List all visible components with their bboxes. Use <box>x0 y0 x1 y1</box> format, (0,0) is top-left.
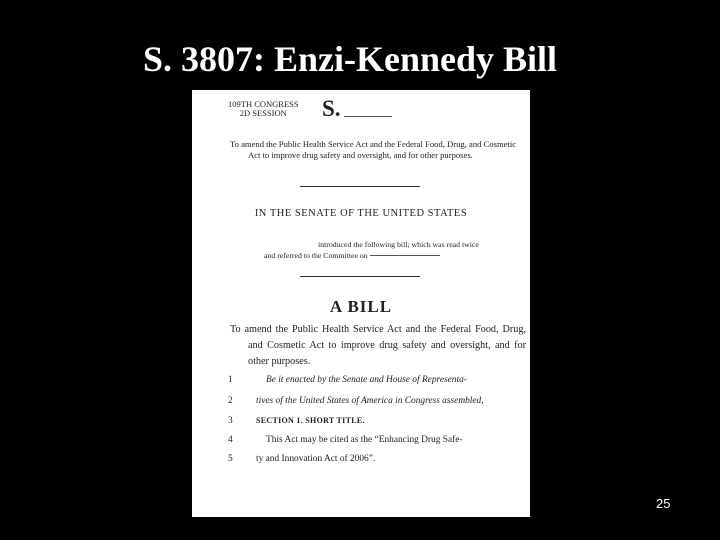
document-type: A BILL <box>329 297 393 316</box>
senate-heading: IN THE SENATE OF THE UNITED STATES <box>254 208 468 219</box>
divider <box>300 276 420 277</box>
line-text: tives of the United States of America in Congress assembled, <box>256 396 484 406</box>
bill-line <box>228 453 510 467</box>
bill-number-blank <box>344 116 392 117</box>
short-purpose: To amend the Public Health Service Act and the Federal Food, Drug, and Cosmetic Act to improve drug safety and oversight, and for other purposes. <box>230 139 517 160</box>
line-number: 4 <box>228 435 233 445</box>
long-purpose: To amend the Public Health Service Act and the Federal Food, Drug, and Cosmetic Act to improve drug safety and oversight, and for other purposes. <box>230 324 526 367</box>
intro-line-2-wrap <box>212 250 510 261</box>
intro-line-2: and referred to the Committee on <box>264 251 368 260</box>
line-number: 5 <box>228 454 233 464</box>
congress-label: 109TH CONGRESS <box>228 99 299 109</box>
bill-document-image <box>192 90 530 517</box>
introduction-text <box>212 239 510 261</box>
page-number: 25 <box>656 496 671 511</box>
bill-number: S. <box>322 96 341 121</box>
section-heading: SECTION 1. SHORT TITLE. <box>256 416 365 425</box>
line-text: ty and Innovation Act of 2006”. <box>256 454 376 464</box>
bill-line <box>228 434 510 448</box>
session-label: 2D SESSION <box>239 108 287 118</box>
congress-session <box>228 100 299 118</box>
bill-line <box>228 395 510 409</box>
committee-blank <box>370 255 440 256</box>
line-number: 1 <box>228 375 233 385</box>
bill-line <box>228 415 510 429</box>
line-text: Be it enacted by the Senate and House of Representa- <box>266 375 467 385</box>
slide-title: S. 3807: Enzi-Kennedy Bill <box>142 39 558 79</box>
line-number: 3 <box>228 416 233 426</box>
bill-line <box>228 374 510 388</box>
line-number: 2 <box>228 396 233 406</box>
divider <box>300 186 420 187</box>
intro-line-1: introduced the following bill; which was read twice <box>318 240 479 249</box>
line-text: This Act may be cited as the “Enhancing Drug Safe- <box>266 435 463 445</box>
